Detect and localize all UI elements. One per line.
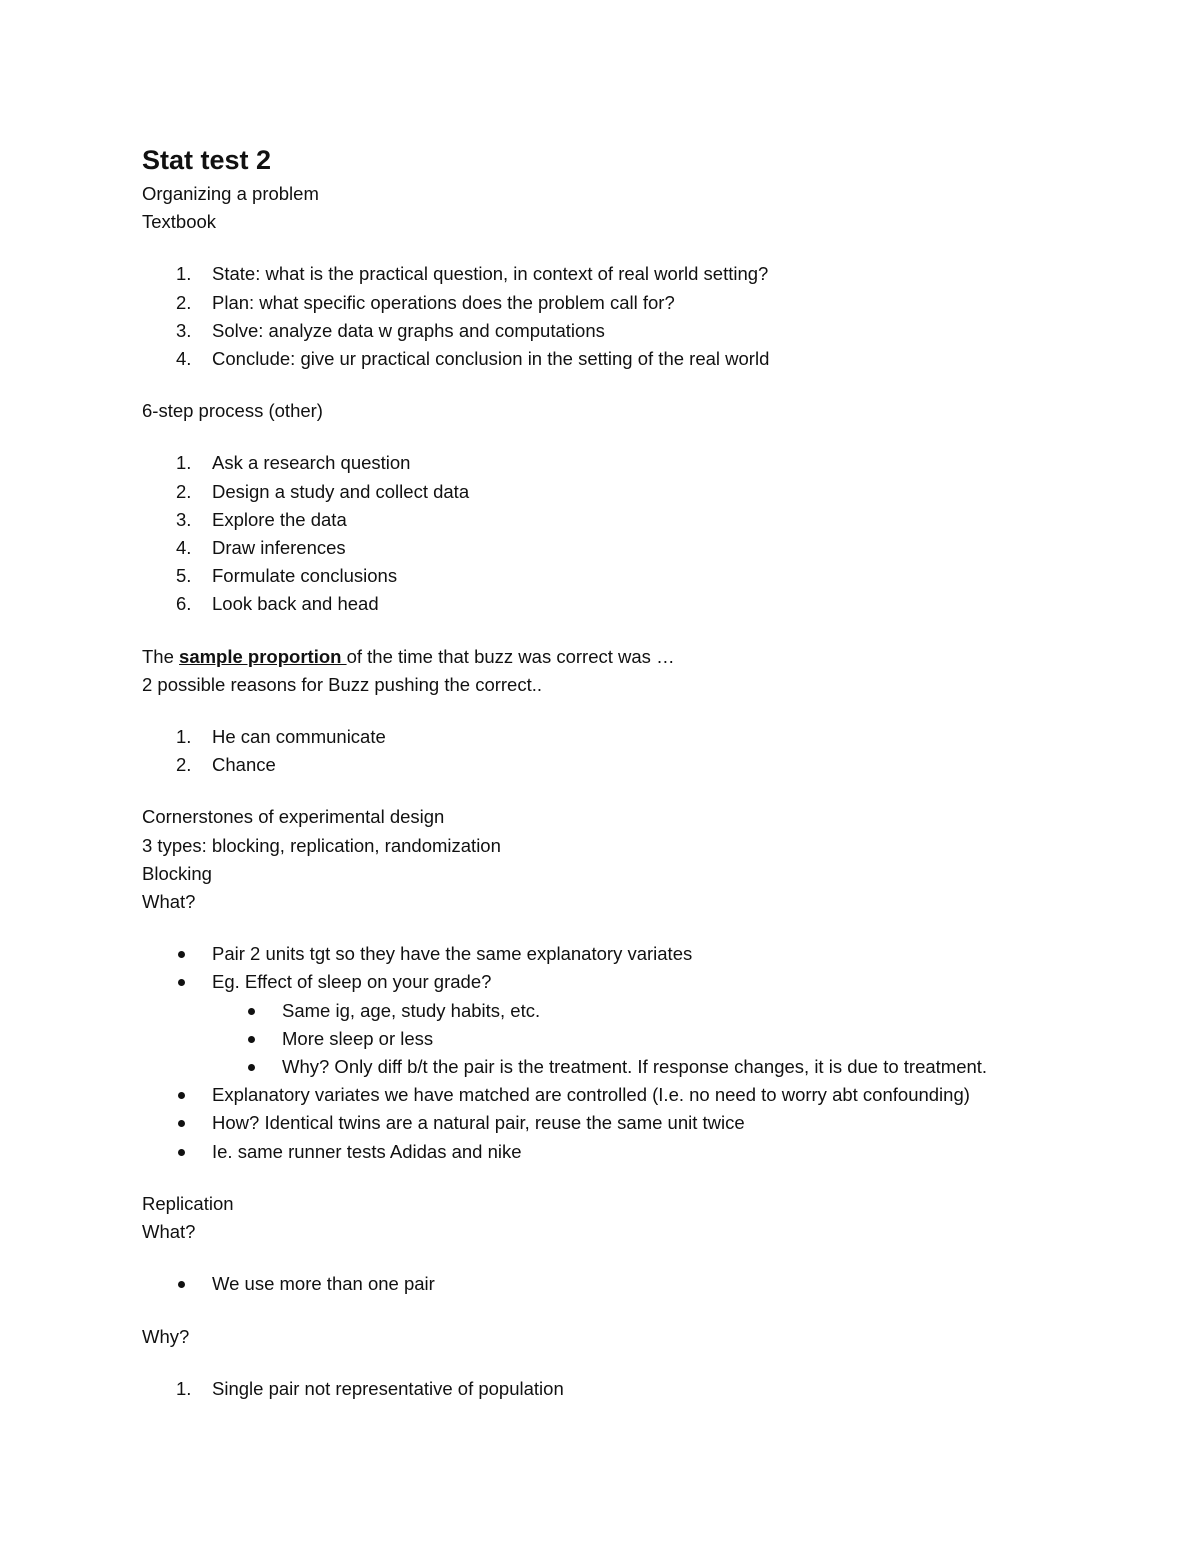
replication-heading: Replication <box>142 1192 234 1214</box>
list-item: 1. Single pair not representative of population <box>142 1375 1102 1403</box>
list-item: 2. Design a study and collect data <box>142 478 1102 506</box>
list-item: 3. Explore the data <box>142 506 1102 534</box>
list-number: 3. <box>176 508 192 530</box>
blocking-bullet-list <box>142 940 1102 1166</box>
what-line: What? <box>142 891 196 913</box>
six-step-list <box>142 449 1102 618</box>
list-number: 4. <box>176 348 192 370</box>
list-item: How? Identical twins are a natural pair, reuse the same unit twice <box>142 1109 1102 1137</box>
list-item: 1. State: what is the practical question, in context of real world setting? <box>142 260 1102 288</box>
list-item: We use more than one pair <box>142 1270 1102 1298</box>
section-heading: 6-step process (other) <box>142 400 323 422</box>
list-number: 3. <box>176 319 192 341</box>
list-number: 2. <box>176 754 192 776</box>
list-item: 4. Draw inferences <box>142 534 1102 562</box>
list-number: 1. <box>176 452 192 474</box>
bullet-icon <box>178 1149 185 1156</box>
bullet-icon <box>178 1092 185 1099</box>
sample-proportion-term: sample proportion <box>179 645 347 667</box>
page-title: Stat test 2 <box>142 145 272 175</box>
list-item: 5. Formulate conclusions <box>142 562 1102 590</box>
list-number: 5. <box>176 565 192 587</box>
why-line: Why? <box>142 1325 190 1347</box>
list-number: 6. <box>176 593 192 615</box>
document-page <box>142 140 1102 1403</box>
bullet-icon <box>248 1036 255 1043</box>
list-number: 4. <box>176 537 192 559</box>
bullet-icon <box>178 1281 185 1288</box>
replication-reasons-list <box>142 1375 1102 1403</box>
intro-line: Textbook <box>142 211 217 233</box>
list-item: 1. Ask a research question <box>142 449 1102 477</box>
bullet-icon <box>248 1008 255 1015</box>
sub-list-item: Same ig, age, study habits, etc. <box>142 997 1102 1025</box>
section-heading: Cornerstones of experimental design <box>142 806 445 828</box>
list-item: Pair 2 units tgt so they have the same explanatory variates <box>142 940 1102 968</box>
list-number: 2. <box>176 291 192 313</box>
list-number: 1. <box>176 263 192 285</box>
list-item: Explanatory variates we have matched are controlled (I.e. no need to worry abt confounding) <box>142 1081 1102 1109</box>
bullet-icon <box>178 979 185 986</box>
replication-bullet-list <box>142 1270 1102 1298</box>
blocking-heading: Blocking <box>142 862 212 884</box>
list-item: Ie. same runner tests Adidas and nike <box>142 1138 1102 1166</box>
list-number: 2. <box>176 480 192 502</box>
list-number: 1. <box>176 1377 192 1399</box>
sample-proportion-line: The sample proportion of the time that buzz was correct was … <box>142 645 675 667</box>
list-item: 2. Plan: what specific operations does the problem call for? <box>142 289 1102 317</box>
sub-list-item: More sleep or less <box>142 1025 1102 1053</box>
intro-line: Organizing a problem <box>142 183 319 204</box>
list-item: 1. He can communicate <box>142 723 1102 751</box>
types-line: 3 types: blocking, replication, randomization <box>142 834 501 856</box>
bullet-icon <box>178 1120 185 1127</box>
list-item: 3. Solve: analyze data w graphs and computations <box>142 317 1102 345</box>
buzz-reasons-list <box>142 723 1102 779</box>
sub-list-item: Why? Only diff b/t the pair is the treatment. If response changes, it is due to treatment. <box>142 1053 1102 1081</box>
list-number: 1. <box>176 726 192 748</box>
list-item: 4. Conclude: give ur practical conclusion in the setting of the real world <box>142 345 1102 373</box>
list-item: 6. Look back and head <box>142 590 1102 618</box>
what-line: What? <box>142 1221 196 1243</box>
reasons-line: 2 possible reasons for Buzz pushing the correct.. <box>142 673 543 695</box>
list-item: 2. Chance <box>142 751 1102 779</box>
textbook-steps-list <box>142 260 1102 373</box>
list-item: Eg. Effect of sleep on your grade? <box>142 968 1102 996</box>
bullet-icon <box>248 1064 255 1071</box>
bullet-icon <box>178 951 185 958</box>
